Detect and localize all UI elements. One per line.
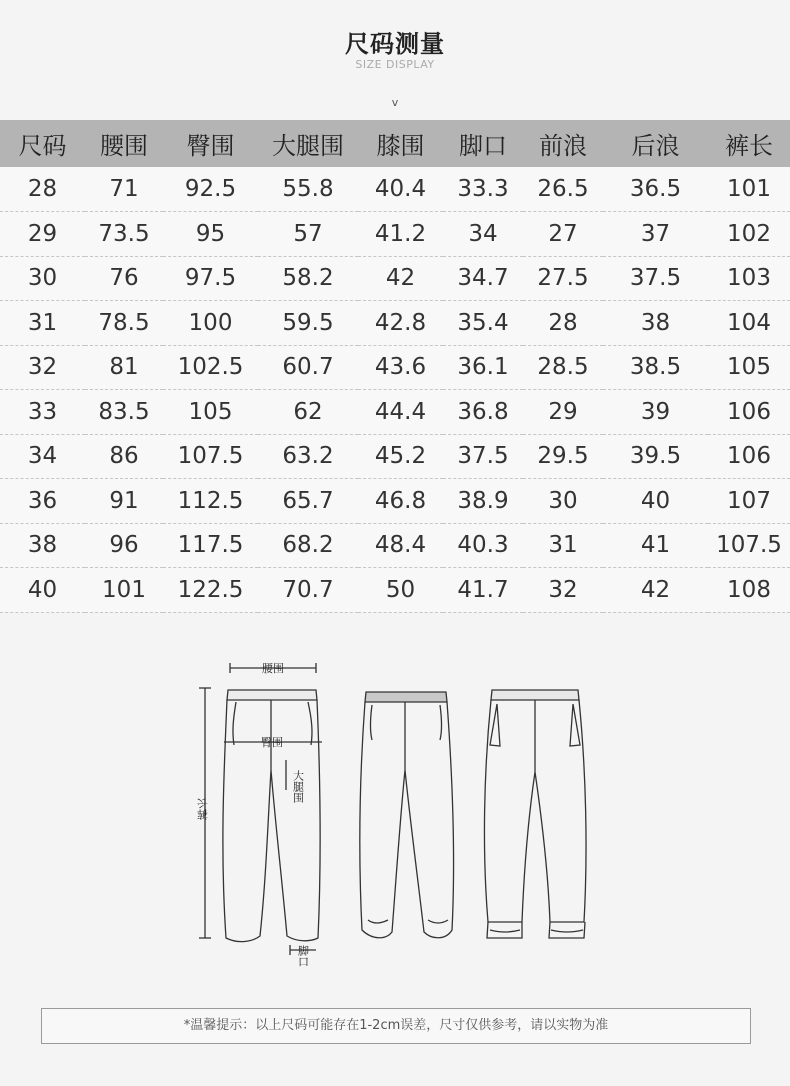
- table-cell: 97.5: [184, 265, 237, 292]
- table-cell: 36.1: [457, 354, 509, 381]
- column-header: 大腿围: [272, 132, 344, 160]
- table-cell: 102.5: [177, 354, 244, 381]
- table-cell: 103: [727, 265, 771, 292]
- table-cell: 31: [27, 309, 58, 336]
- table-row: [0, 434, 790, 479]
- table-cell: 105: [727, 354, 771, 381]
- table-cell: 32: [548, 576, 578, 603]
- table-cell: 108: [727, 576, 771, 603]
- table-row: [0, 167, 790, 212]
- table-row: [0, 523, 790, 568]
- table-cell: 38.9: [457, 487, 509, 514]
- table-row: [0, 212, 790, 257]
- table-cell: 73.5: [98, 220, 150, 247]
- measurement-diagram: [0, 620, 790, 1000]
- table-cell: 107.5: [716, 532, 782, 559]
- table-row: [0, 256, 790, 301]
- table-cell: 32: [27, 354, 58, 381]
- table-cell: 41.7: [457, 576, 509, 603]
- table-cell: 40.3: [457, 532, 509, 559]
- table-cell: 95: [195, 220, 226, 247]
- pants-front-measure-icon: [196, 663, 322, 955]
- table-cell: 91: [109, 487, 139, 514]
- table-cell: 86: [109, 443, 139, 470]
- table-cell: 42: [640, 576, 671, 603]
- table-cell: 29: [548, 398, 578, 425]
- table-cell: 34.7: [457, 265, 509, 292]
- table-cell: 101: [727, 176, 771, 202]
- table-cell: 44.4: [374, 398, 427, 425]
- table-cell: 105: [188, 398, 233, 425]
- table-cell: 106: [727, 398, 771, 425]
- column-header: 尺码: [18, 132, 67, 160]
- table-cell: 37.5: [457, 443, 509, 470]
- table-cell: 106: [727, 443, 771, 470]
- table-cell: 37: [640, 220, 671, 247]
- table-cell: 33: [27, 398, 58, 425]
- pants-back-icon: [484, 690, 586, 938]
- table-cell: 57: [293, 220, 323, 247]
- column-header: 腰围: [100, 132, 148, 160]
- table-cell: 40: [640, 487, 671, 514]
- table-cell: 41: [640, 532, 671, 559]
- table-cell: 37.5: [629, 265, 682, 292]
- table-row: [0, 301, 790, 346]
- table-cell: 68.2: [282, 532, 334, 559]
- table-cell: 35.4: [457, 309, 509, 336]
- table-row: [0, 390, 790, 435]
- table-cell: 27.5: [537, 265, 589, 292]
- hip-label: 臀围: [261, 736, 283, 749]
- table-cell: 31: [548, 532, 578, 559]
- table-cell: 58.2: [282, 265, 334, 292]
- table-cell: 92.5: [184, 176, 237, 202]
- table-cell: 101: [102, 576, 146, 603]
- column-header: 脚口: [459, 132, 507, 160]
- table-cell: 112.5: [177, 487, 244, 514]
- table-cell: 46.8: [374, 487, 427, 514]
- table-cell: 28.5: [537, 354, 589, 381]
- hem-label: 脚口: [296, 945, 310, 967]
- table-cell: 65.7: [282, 487, 334, 514]
- table-cell: 107: [727, 487, 771, 514]
- table-cell: 50: [385, 576, 416, 603]
- table-cell: 28: [548, 309, 578, 336]
- column-header: 臀围: [186, 132, 235, 160]
- column-header: 膝围: [376, 132, 425, 160]
- table-row: [0, 479, 790, 524]
- table-cell: 29: [27, 220, 58, 247]
- page-subtitle: SIZE DISPLAY: [355, 58, 435, 71]
- table-cell: 107.5: [177, 443, 244, 470]
- table-cell: 27: [548, 220, 578, 247]
- table-cell: 36.5: [629, 176, 682, 202]
- table-cell: 41.2: [374, 220, 427, 247]
- table-cell: 100: [188, 309, 233, 336]
- thigh-label: 大腿围: [291, 770, 305, 803]
- table-cell: 36.8: [457, 398, 509, 425]
- table-cell: 71: [109, 176, 139, 202]
- table-cell: 81: [109, 354, 139, 381]
- table-cell: 96: [109, 532, 139, 559]
- table-cell: 28: [27, 176, 58, 202]
- table-cell: 30: [27, 265, 58, 292]
- table-cell: 36: [27, 487, 58, 514]
- table-cell: 38: [640, 309, 671, 336]
- table-cell: 42.8: [374, 309, 427, 336]
- size-table: [0, 120, 790, 613]
- table-cell: 60.7: [282, 354, 334, 381]
- table-cell: 102: [727, 220, 771, 247]
- table-cell: 39: [640, 398, 671, 425]
- table-cell: 38: [27, 532, 58, 559]
- table-cell: 59.5: [282, 309, 334, 336]
- table-cell: 83.5: [98, 398, 150, 425]
- table-cell: 34: [468, 220, 498, 247]
- table-cell: 30: [548, 487, 578, 514]
- table-row: [0, 345, 790, 390]
- page-title: 尺码测量: [345, 30, 445, 58]
- column-header: 裤长: [725, 132, 773, 160]
- table-cell: 26.5: [537, 176, 589, 202]
- table-cell: 48.4: [374, 532, 427, 559]
- table-cell: 34: [27, 443, 58, 470]
- length-label: 裤长: [196, 798, 210, 820]
- table-cell: 55.8: [282, 176, 334, 202]
- table-cell: 43.6: [374, 354, 427, 381]
- table-cell: 29.5: [537, 443, 589, 470]
- caret-marker: v: [391, 96, 399, 109]
- table-cell: 62: [293, 398, 323, 425]
- table-cell: 40: [27, 576, 58, 603]
- table-body: [0, 167, 790, 612]
- size-header: [0, 0, 790, 120]
- waist-label: 腰围: [262, 662, 284, 675]
- table-cell: 76: [109, 265, 139, 292]
- table-row: [0, 568, 790, 613]
- column-header: 后浪: [631, 132, 680, 160]
- table-cell: 45.2: [374, 443, 427, 470]
- table-cell: 70.7: [282, 576, 334, 603]
- column-header: 前浪: [539, 132, 587, 160]
- table-cell: 42: [385, 265, 416, 292]
- table-cell: 39.5: [629, 443, 682, 470]
- table-cell: 33.3: [457, 176, 509, 202]
- table-cell: 63.2: [282, 443, 334, 470]
- table-cell: 104: [727, 309, 771, 336]
- table-cell: 38.5: [629, 354, 682, 381]
- notice-box: *温馨提示：以上尺码可能存在1-2cm误差，尺寸仅供参考，请以实物为准: [41, 1008, 751, 1044]
- table-cell: 117.5: [177, 532, 244, 559]
- table-header-row: [0, 120, 790, 167]
- table-cell: 122.5: [177, 576, 244, 603]
- table-cell: 40.4: [374, 176, 427, 202]
- pants-front-icon: [360, 692, 454, 938]
- table-cell: 78.5: [98, 309, 150, 336]
